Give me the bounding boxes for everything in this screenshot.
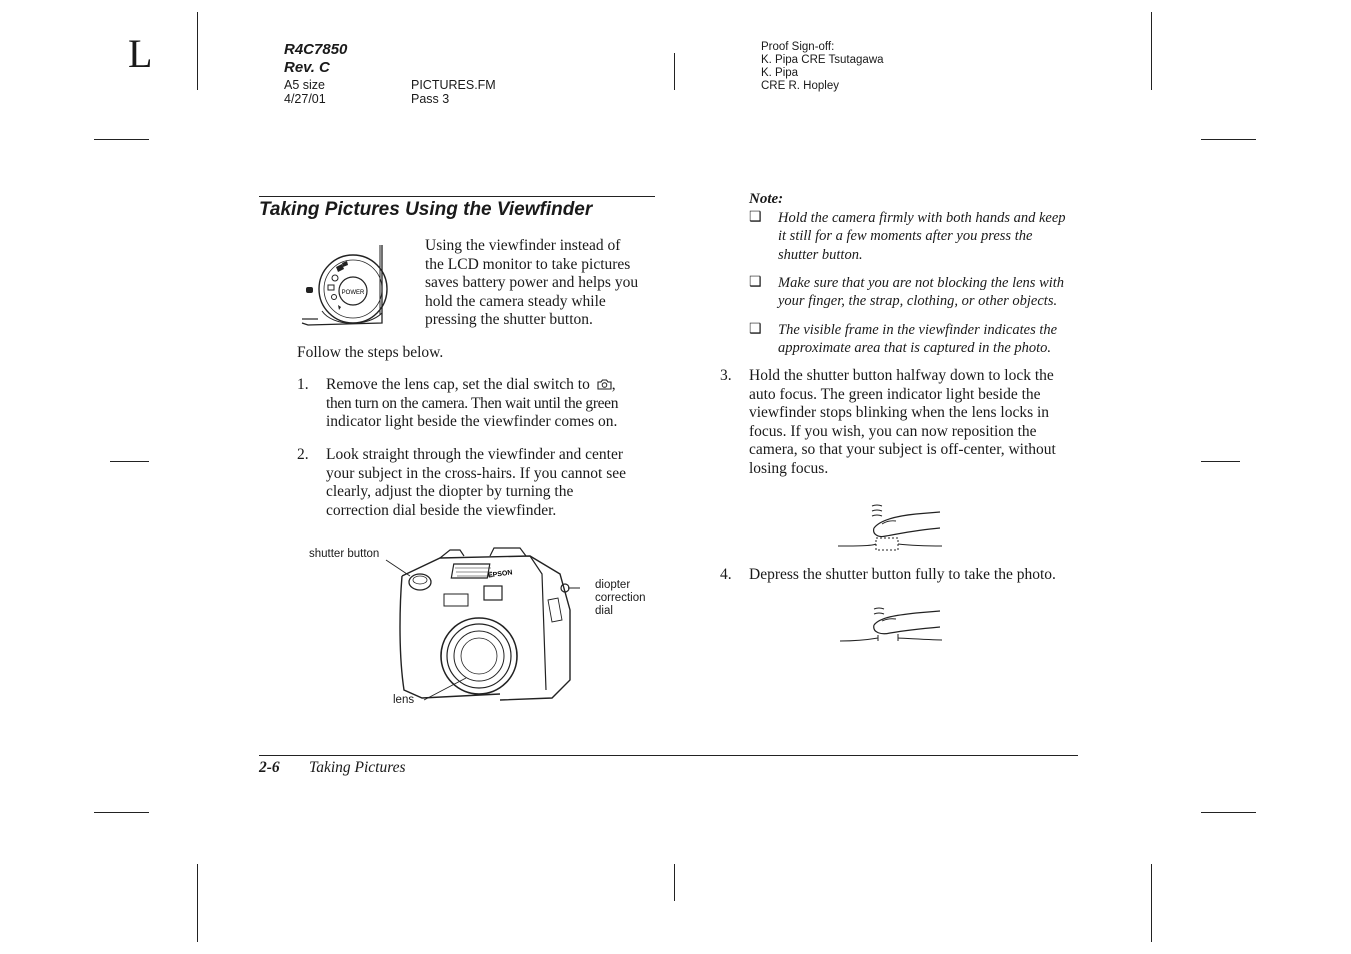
shutter-button-label: shutter button xyxy=(309,548,380,560)
intro-line: saves battery power and helps you xyxy=(425,274,639,292)
step-line-text: Remove the lens cap, set the dial switch to xyxy=(326,376,590,393)
diopter-label-line: correction xyxy=(595,592,646,604)
crop-mark xyxy=(110,461,149,462)
crop-mark xyxy=(94,812,149,813)
intro-line: pressing the shutter button. xyxy=(425,311,593,329)
section-rule xyxy=(259,196,655,197)
step-line: indicator light beside the viewfinder comes on. xyxy=(326,413,618,431)
doc-id: R4C7850 xyxy=(284,41,348,58)
crop-mark xyxy=(1201,139,1256,140)
crop-mark xyxy=(1151,12,1152,90)
step-line xyxy=(326,376,656,395)
signoff-line: K. Pipa xyxy=(761,67,799,79)
signoff-line: CRE R. Hopley xyxy=(761,80,839,92)
step-line: camera, so that your subject is off-center, without xyxy=(749,441,1056,459)
note-item xyxy=(749,321,1089,359)
checkbox-bullet-icon: ❑ xyxy=(749,275,762,290)
signoff-line: K. Pipa CRE Tsutagawa xyxy=(761,54,884,66)
step-line: correction dial beside the viewfinder. xyxy=(326,501,557,519)
camera-brand-label: EPSON xyxy=(487,569,513,580)
crop-mark xyxy=(1201,812,1256,813)
crop-mark xyxy=(197,12,198,90)
corner-mark: L xyxy=(128,31,153,76)
step-number: 3. xyxy=(720,367,732,384)
note-line: Hold the camera firmly with both hands and keep xyxy=(778,210,1066,226)
footer-rule xyxy=(259,755,1078,756)
crop-mark xyxy=(674,53,675,90)
note-item xyxy=(749,274,1089,312)
step-line: Hold the shutter button halfway down to lock the xyxy=(749,367,1054,384)
step-line: losing focus. xyxy=(749,459,829,477)
diopter-label xyxy=(595,579,646,618)
step-line: focus. If you wish, you can now reposition the xyxy=(749,422,1037,440)
page-number: 2-6 xyxy=(259,759,280,776)
revision: Rev. C xyxy=(284,59,330,76)
intro-line: hold the camera steady while xyxy=(425,292,606,310)
intro-line: Using the viewfinder instead of xyxy=(425,237,621,254)
file-name: PICTURES.FM xyxy=(411,78,496,92)
intro-paragraph xyxy=(425,237,638,330)
lens-label: lens xyxy=(393,694,415,706)
camera-mode-icon xyxy=(597,378,612,390)
crop-mark xyxy=(197,864,198,942)
crop-mark xyxy=(1151,864,1152,942)
step-line: then turn on the camera. Then wait until the green xyxy=(326,394,619,412)
half-press-illustration xyxy=(836,500,944,558)
signoff-block xyxy=(761,41,884,93)
chapter-title: Taking Pictures xyxy=(309,759,406,776)
follow-steps-text: Follow the steps below. xyxy=(297,344,444,361)
step-item xyxy=(720,367,1080,482)
step-line: Look straight through the viewfinder and center xyxy=(326,446,623,463)
note-line: approximate area that is captured in the photo. xyxy=(778,340,1052,357)
full-press-illustration xyxy=(838,605,944,651)
camera-illustration xyxy=(380,540,580,705)
step-line: viewfinder stops blinking when the lens locks in xyxy=(749,404,1050,422)
step-item xyxy=(297,376,657,436)
note-item xyxy=(749,209,1089,265)
diopter-label-line: dial xyxy=(595,605,613,617)
step-item xyxy=(720,566,1085,588)
crop-mark xyxy=(94,139,149,140)
checkbox-bullet-icon: ❑ xyxy=(749,322,762,337)
proof-header xyxy=(284,41,347,77)
page-size: A5 size xyxy=(284,78,325,92)
step-number: 4. xyxy=(720,566,732,583)
mode-dial-illustration xyxy=(298,241,390,329)
step-number: 2. xyxy=(297,446,309,463)
step-line: auto focus. The green indicator light beside the xyxy=(749,385,1041,403)
note-line: The visible frame in the viewfinder indicates the xyxy=(778,322,1058,338)
step-line: your subject in the cross-hairs. If you cannot see xyxy=(326,464,627,482)
note-line: it still for a few moments after you press the xyxy=(778,228,1033,245)
section-title: Taking Pictures Using the Viewfinder xyxy=(259,199,593,220)
diopter-label-line: diopter xyxy=(595,579,631,591)
note-title: Note: xyxy=(749,191,784,207)
proof-date: 4/27/01 xyxy=(284,92,326,106)
note-line: your finger, the strap, clothing, or other objects. xyxy=(778,293,1058,310)
intro-line: the LCD monitor to take pictures xyxy=(425,255,631,273)
note-line: shutter button. xyxy=(778,246,863,263)
checkbox-bullet-icon: ❑ xyxy=(749,210,762,225)
step-line-suffix: , xyxy=(611,376,616,393)
step-number: 1. xyxy=(297,376,309,393)
crop-mark xyxy=(1201,461,1240,462)
step-item xyxy=(297,446,657,526)
crop-mark xyxy=(674,864,675,901)
signoff-line: Proof Sign-off: xyxy=(761,41,835,53)
step-line: clearly, adjust the diopter by turning the xyxy=(326,483,574,501)
pass-number: Pass 3 xyxy=(411,92,450,106)
power-label: POWER xyxy=(341,290,365,296)
note-line: Make sure that you are not blocking the lens with xyxy=(778,275,1065,291)
step-line: Depress the shutter button fully to take the photo. xyxy=(749,566,1056,583)
